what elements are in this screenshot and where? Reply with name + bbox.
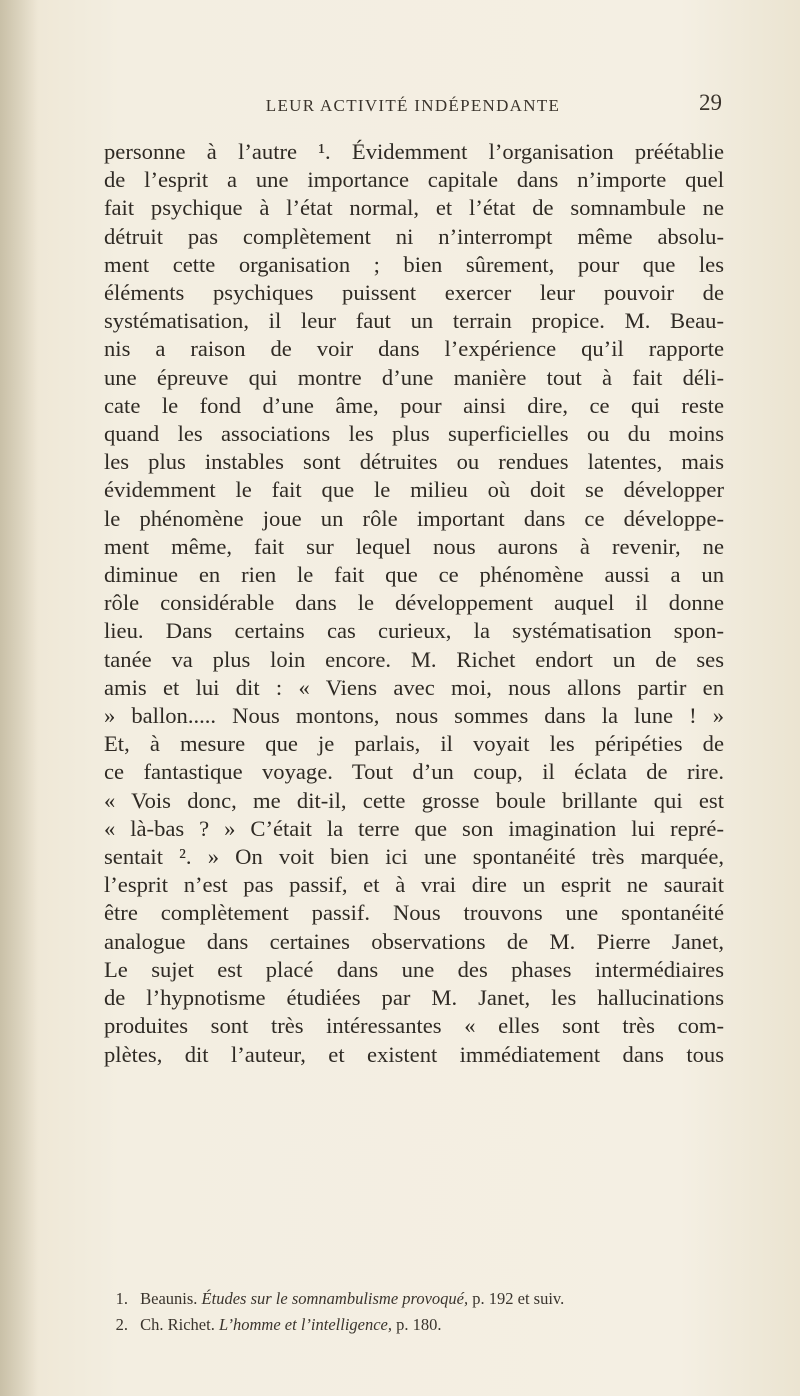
- text-line: détruit pas complètement ni n’interrompt même absolu-: [104, 223, 724, 249]
- text-line: rôle considérable dans le développement auquel il donne: [104, 590, 724, 616]
- footnote-number: 1.: [115, 1289, 128, 1308]
- text-line: analogue dans certaines observations de M. Pierre Janet,: [104, 928, 724, 954]
- text-line: les plus instables sont détruites ou rendues latentes, mais: [104, 449, 724, 475]
- text-line: quand les associations les plus superficielles ou du moins: [104, 421, 724, 447]
- text-line: fait psychique à l’état normal, et l’état de somnambule ne: [104, 195, 724, 221]
- page-gutter-shadow: [0, 0, 38, 1396]
- footnote-reference: p. 192 et suiv.: [472, 1289, 565, 1308]
- text-line: le phénomène joue un rôle important dans ce développe-: [104, 505, 724, 531]
- text-line: une épreuve qui montre d’une manière tout à fait déli-: [104, 364, 724, 390]
- footnote-number: 2.: [115, 1315, 128, 1334]
- footnote-title: L’homme et l’intelligence,: [218, 1315, 392, 1334]
- text-line: Et, à mesure que je parlais, il voyait les péripéties de: [104, 731, 724, 757]
- text-line: personne à l’autre ¹. Évidemment l’organisation préétablie: [104, 139, 724, 164]
- text-line: nis a raison de voir dans l’expérience qu’il rapporte: [104, 336, 724, 362]
- text-line: cate le fond d’une âme, pour ainsi dire, ce qui reste: [104, 392, 724, 418]
- footnote-2: [104, 1312, 724, 1338]
- text-line: Le sujet est placé dans une des phases intermédiaires: [104, 956, 724, 982]
- text-line: l’esprit n’est pas passif, et à vrai dire un esprit ne saurait: [104, 872, 724, 898]
- text-line: éléments psychiques puissent exercer leur pouvoir de: [104, 280, 724, 306]
- page-number: 29: [699, 90, 722, 115]
- text-line: de l’hypnotisme étudiées par M. Janet, les hallucinations: [104, 985, 724, 1011]
- text-line: ment cette organisation ; bien sûrement, pour que les: [104, 251, 724, 277]
- text-line: » ballon..... Nous montons, nous sommes dans la lune ! »: [104, 703, 724, 729]
- text-line: tanée va plus loin encore. M. Richet endort un de ses: [104, 646, 724, 672]
- running-head: LEUR ACTIVITÉ INDÉPENDANTE: [265, 96, 561, 115]
- text-line: « là-bas ? » C’était la terre que son imagination lui repré-: [104, 815, 724, 841]
- text-line: de l’esprit a une importance capitale dans n’importe quel: [104, 167, 724, 193]
- text-line: être complètement passif. Nous trouvons une spontanéité: [104, 900, 724, 926]
- footnote-author: Ch. Richet.: [140, 1315, 215, 1334]
- text-line: sentait ². » On voit bien ici une spontanéité très marquée,: [104, 844, 724, 870]
- text-line: systématisation, il leur faut un terrain propice. M. Beau-: [104, 308, 724, 334]
- text-line: plètes, dit l’auteur, et existent immédiatement dans tous: [104, 1041, 724, 1067]
- text-line: ce fantastique voyage. Tout d’un coup, il éclata de rire.: [104, 759, 724, 785]
- text-line: évidemment le fait que le milieu où doit se développer: [104, 477, 724, 503]
- text-line: lieu. Dans certains cas curieux, la systématisation spon-: [104, 618, 724, 644]
- text-line: diminue en rien le fait que ce phénomène aussi a un: [104, 562, 724, 588]
- footnote-reference: p. 180.: [396, 1315, 442, 1334]
- main-text: [104, 138, 724, 1069]
- text-line: produites sont très intéressantes « elles sont très com-: [104, 1013, 724, 1039]
- footnotes: [104, 1286, 724, 1338]
- page-header: [104, 90, 722, 130]
- footnote-author: Beaunis.: [140, 1289, 198, 1308]
- footnote-title: Études sur le somnambulisme provoqué,: [201, 1289, 469, 1308]
- text-line: « Vois donc, me dit-il, cette grosse boule brillante qui est: [104, 787, 724, 813]
- text-line: ment même, fait sur lequel nous aurons à revenir, ne: [104, 533, 724, 559]
- text-line: amis et lui dit : « Viens avec moi, nous allons partir en: [104, 674, 724, 700]
- footnote-1: [104, 1286, 724, 1312]
